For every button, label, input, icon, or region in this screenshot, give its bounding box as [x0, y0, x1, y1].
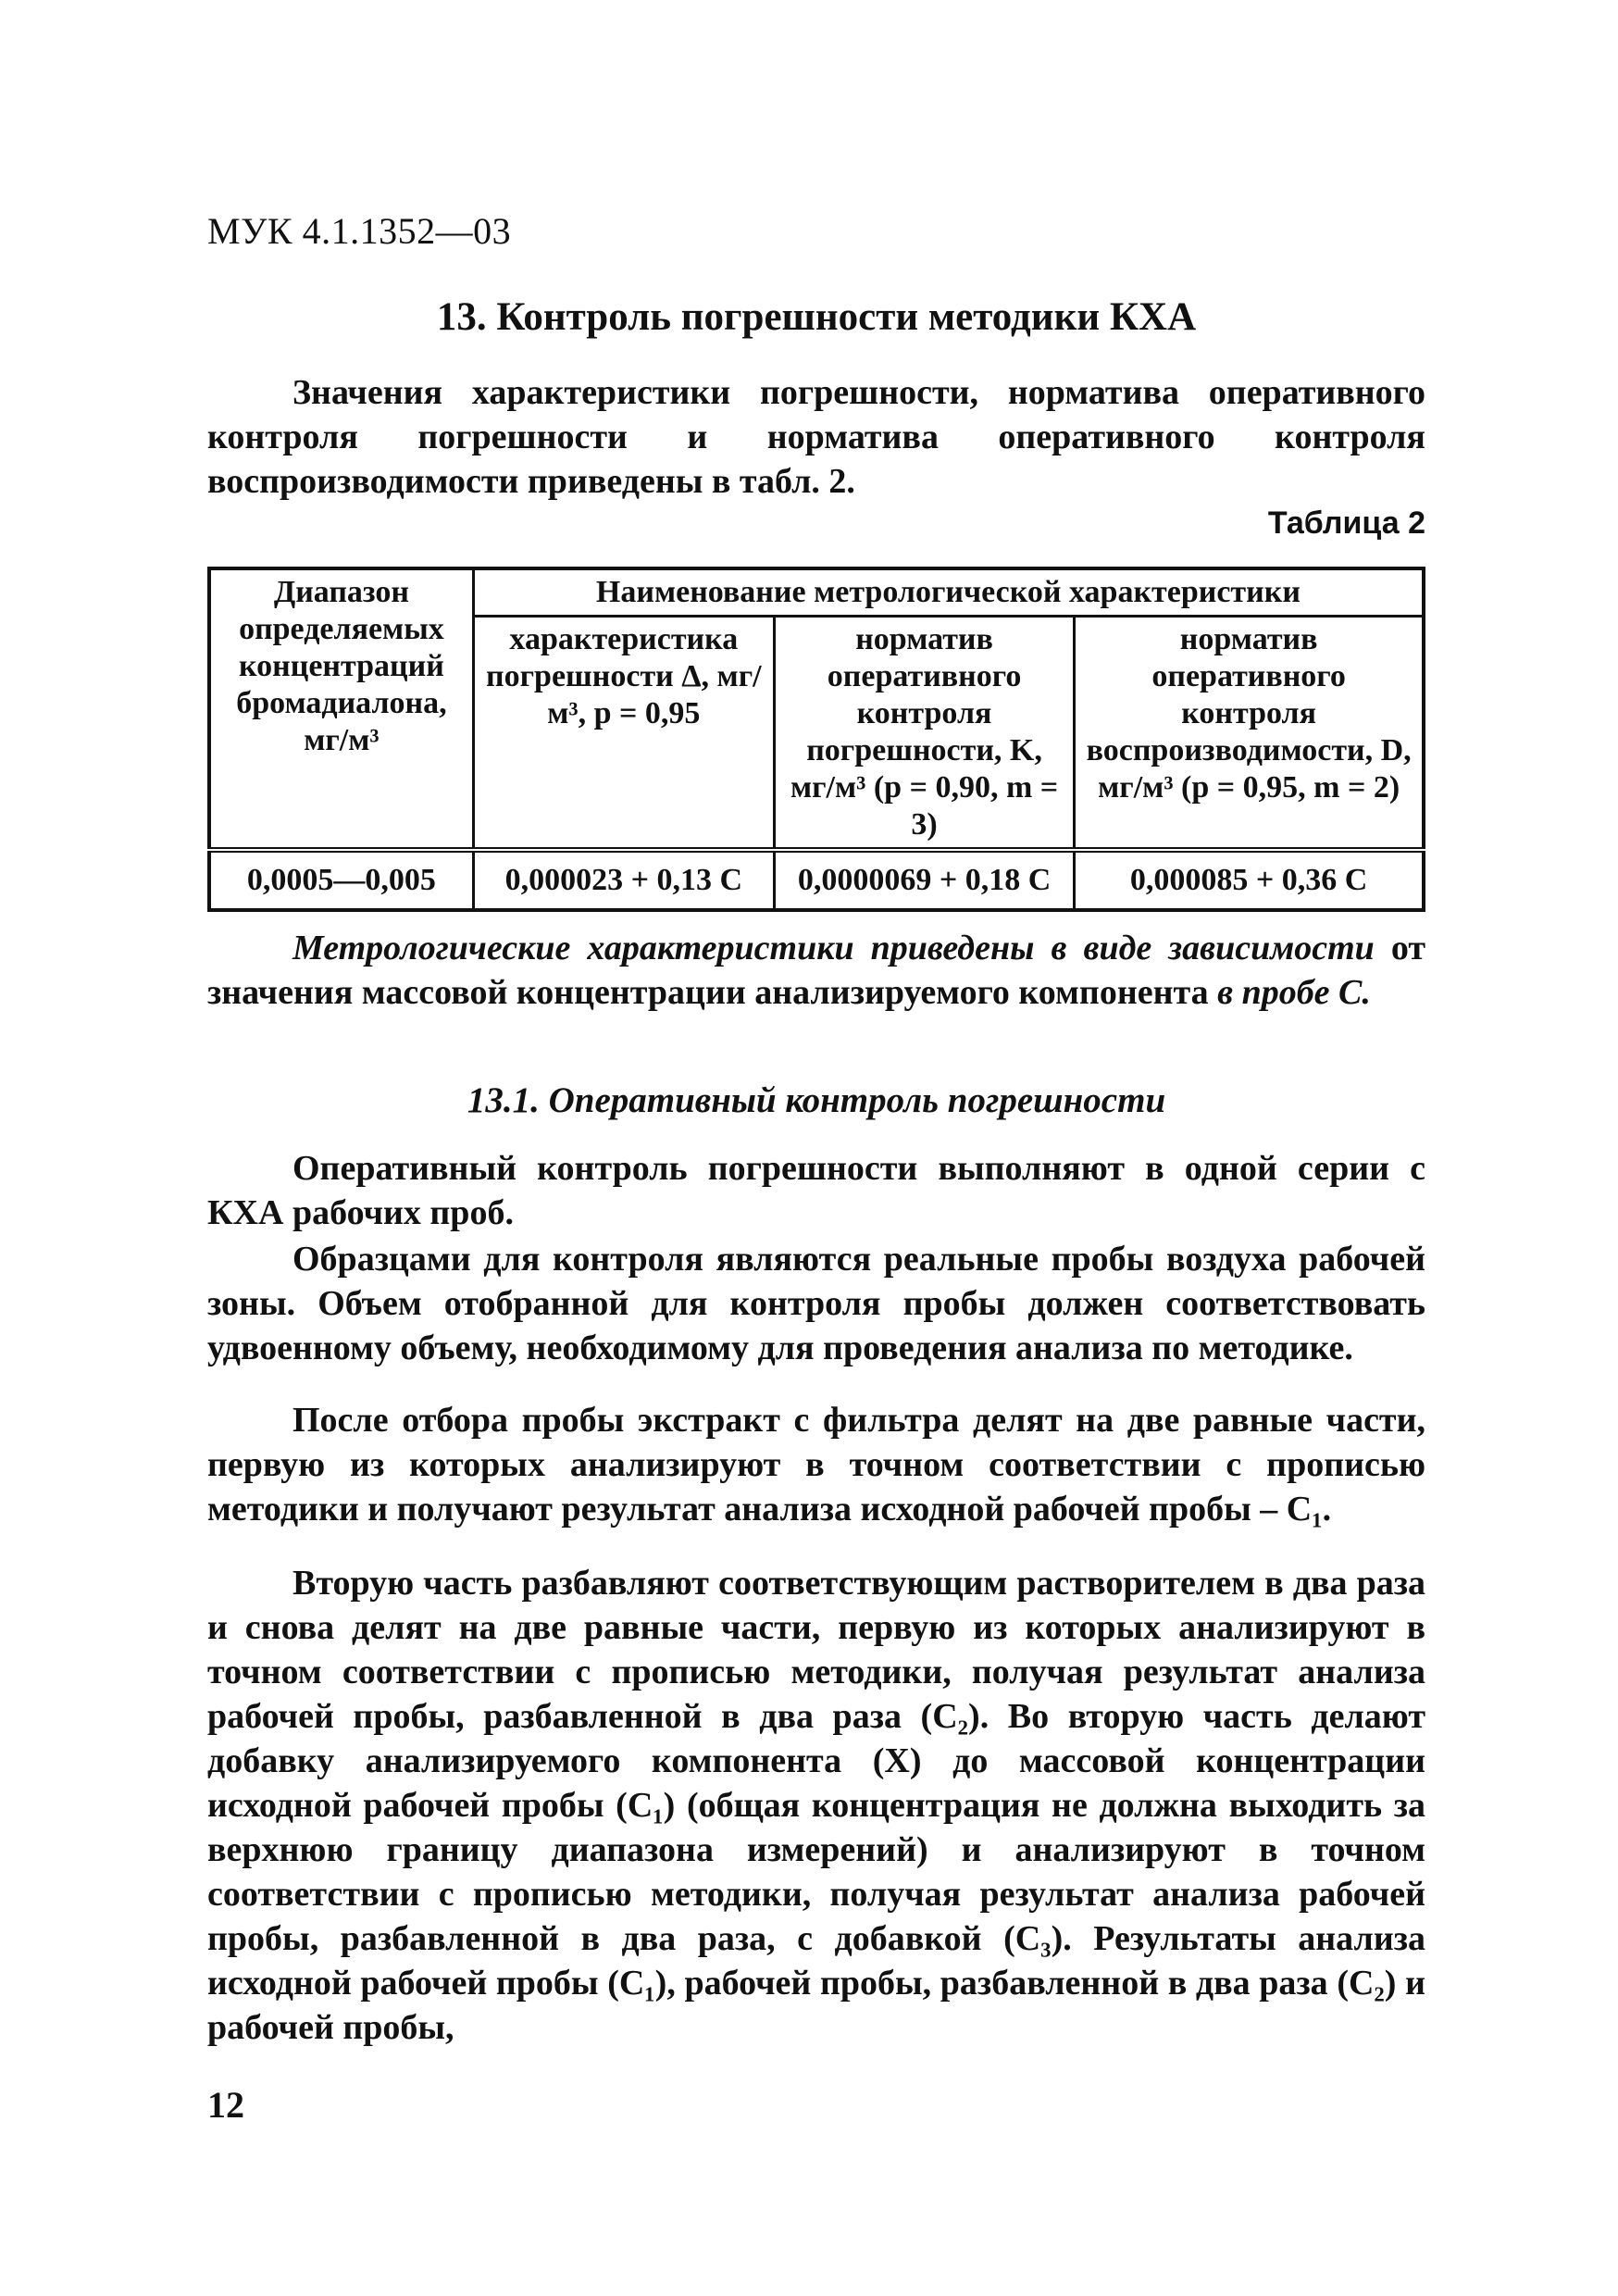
d-cell: 0,000085 + 0,36 C: [1075, 850, 1424, 910]
subsection-title: 13.1. Оперативный контроль погрешности: [467, 1080, 1166, 1120]
paragraph-3: После отбора пробы экстракт с фильтра делят на две равные части, первую из которых анализируют в точном соответствии с прописью методики и получают результат анализа исходной рабочей пробы – C₁.: [207, 1401, 1425, 1529]
table-caption: Таблица 2: [1267, 505, 1425, 541]
note-plain-part: от значения массовой концентрации анализируемого компонента: [207, 929, 1426, 1012]
metrology-table: [207, 567, 1425, 912]
note-italic-end: в пробе С.: [1217, 973, 1371, 1012]
delta-cell: 0,000023 + 0,13 C: [473, 850, 774, 910]
metrology-note: [207, 926, 1425, 1015]
page-number: 12: [207, 2084, 244, 2126]
note-italic-part: Метрологические характеристики приведены в виде зависимости: [292, 929, 1375, 967]
delta-column-header: характеристика погрешности Δ, мг/м³, р = 0,95: [473, 617, 774, 851]
section-title: 13. Контроль погрешности методики КХА: [436, 295, 1197, 339]
d-column-header: норматив оперативного контроля воспроизводимости, D, мг/м³ (р = 0,95, m = 2): [1075, 617, 1424, 851]
paragraph-4: Вторую часть разбавляют соответствующим растворителем в два раза и снова делят на две равные части, первую из которых анализируют в точном соответствии с прописью методики, получая результат анализа рабочей пробы, разбавленной в два раза (C₂). Во вторую часть делают добавку анализируемого компонента (X) до массовой концентрации исходной рабочей пробы (C₁) (общая концентрация не должна выходить за верхнюю границу диапазона измерений) и анализируют в точном соответствии с прописью методики, получая результат анализа рабочей пробы, разбавленной в два раза, с добавкой (C₃). Результаты анализа исходной рабочей пробы (C₁), рабочей пробы, разбавленной в два раза (C₂) и рабочей пробы,: [207, 1564, 1425, 2047]
intro-paragraph: Значения характеристики погрешности, норматива оперативного контроля погрешности и норматива оперативного контроля воспроизводимости приведены в табл. 2.: [207, 373, 1425, 501]
document-code: МУК 4.1.1352—03: [207, 210, 512, 252]
paragraph-2: Образцами для контроля являются реальные пробы воздуха рабочей зоны. Объем отобранной для контроля пробы должен соответствовать удвоенному объему, необходимому для проведения анализа по методике.: [207, 1240, 1425, 1367]
table-header-row: [209, 568, 1424, 617]
k-column-header: норматив оперативного контроля погрешности, K, мг/м³ (р = 0,90, m = 3): [774, 617, 1074, 851]
paragraph-1: Оперативный контроль погрешности выполняют в одной серии с КХА рабочих проб.: [207, 1149, 1425, 1232]
characteristic-group-header: Наименование метрологической характеристики: [473, 568, 1424, 617]
range-cell: 0,0005—0,005: [209, 850, 473, 910]
table-row: [209, 850, 1424, 910]
range-column-header: Диапазон определяемых концентраций бромадиалона, мг/м³: [209, 568, 473, 850]
k-cell: 0,0000069 + 0,18 C: [774, 850, 1074, 910]
